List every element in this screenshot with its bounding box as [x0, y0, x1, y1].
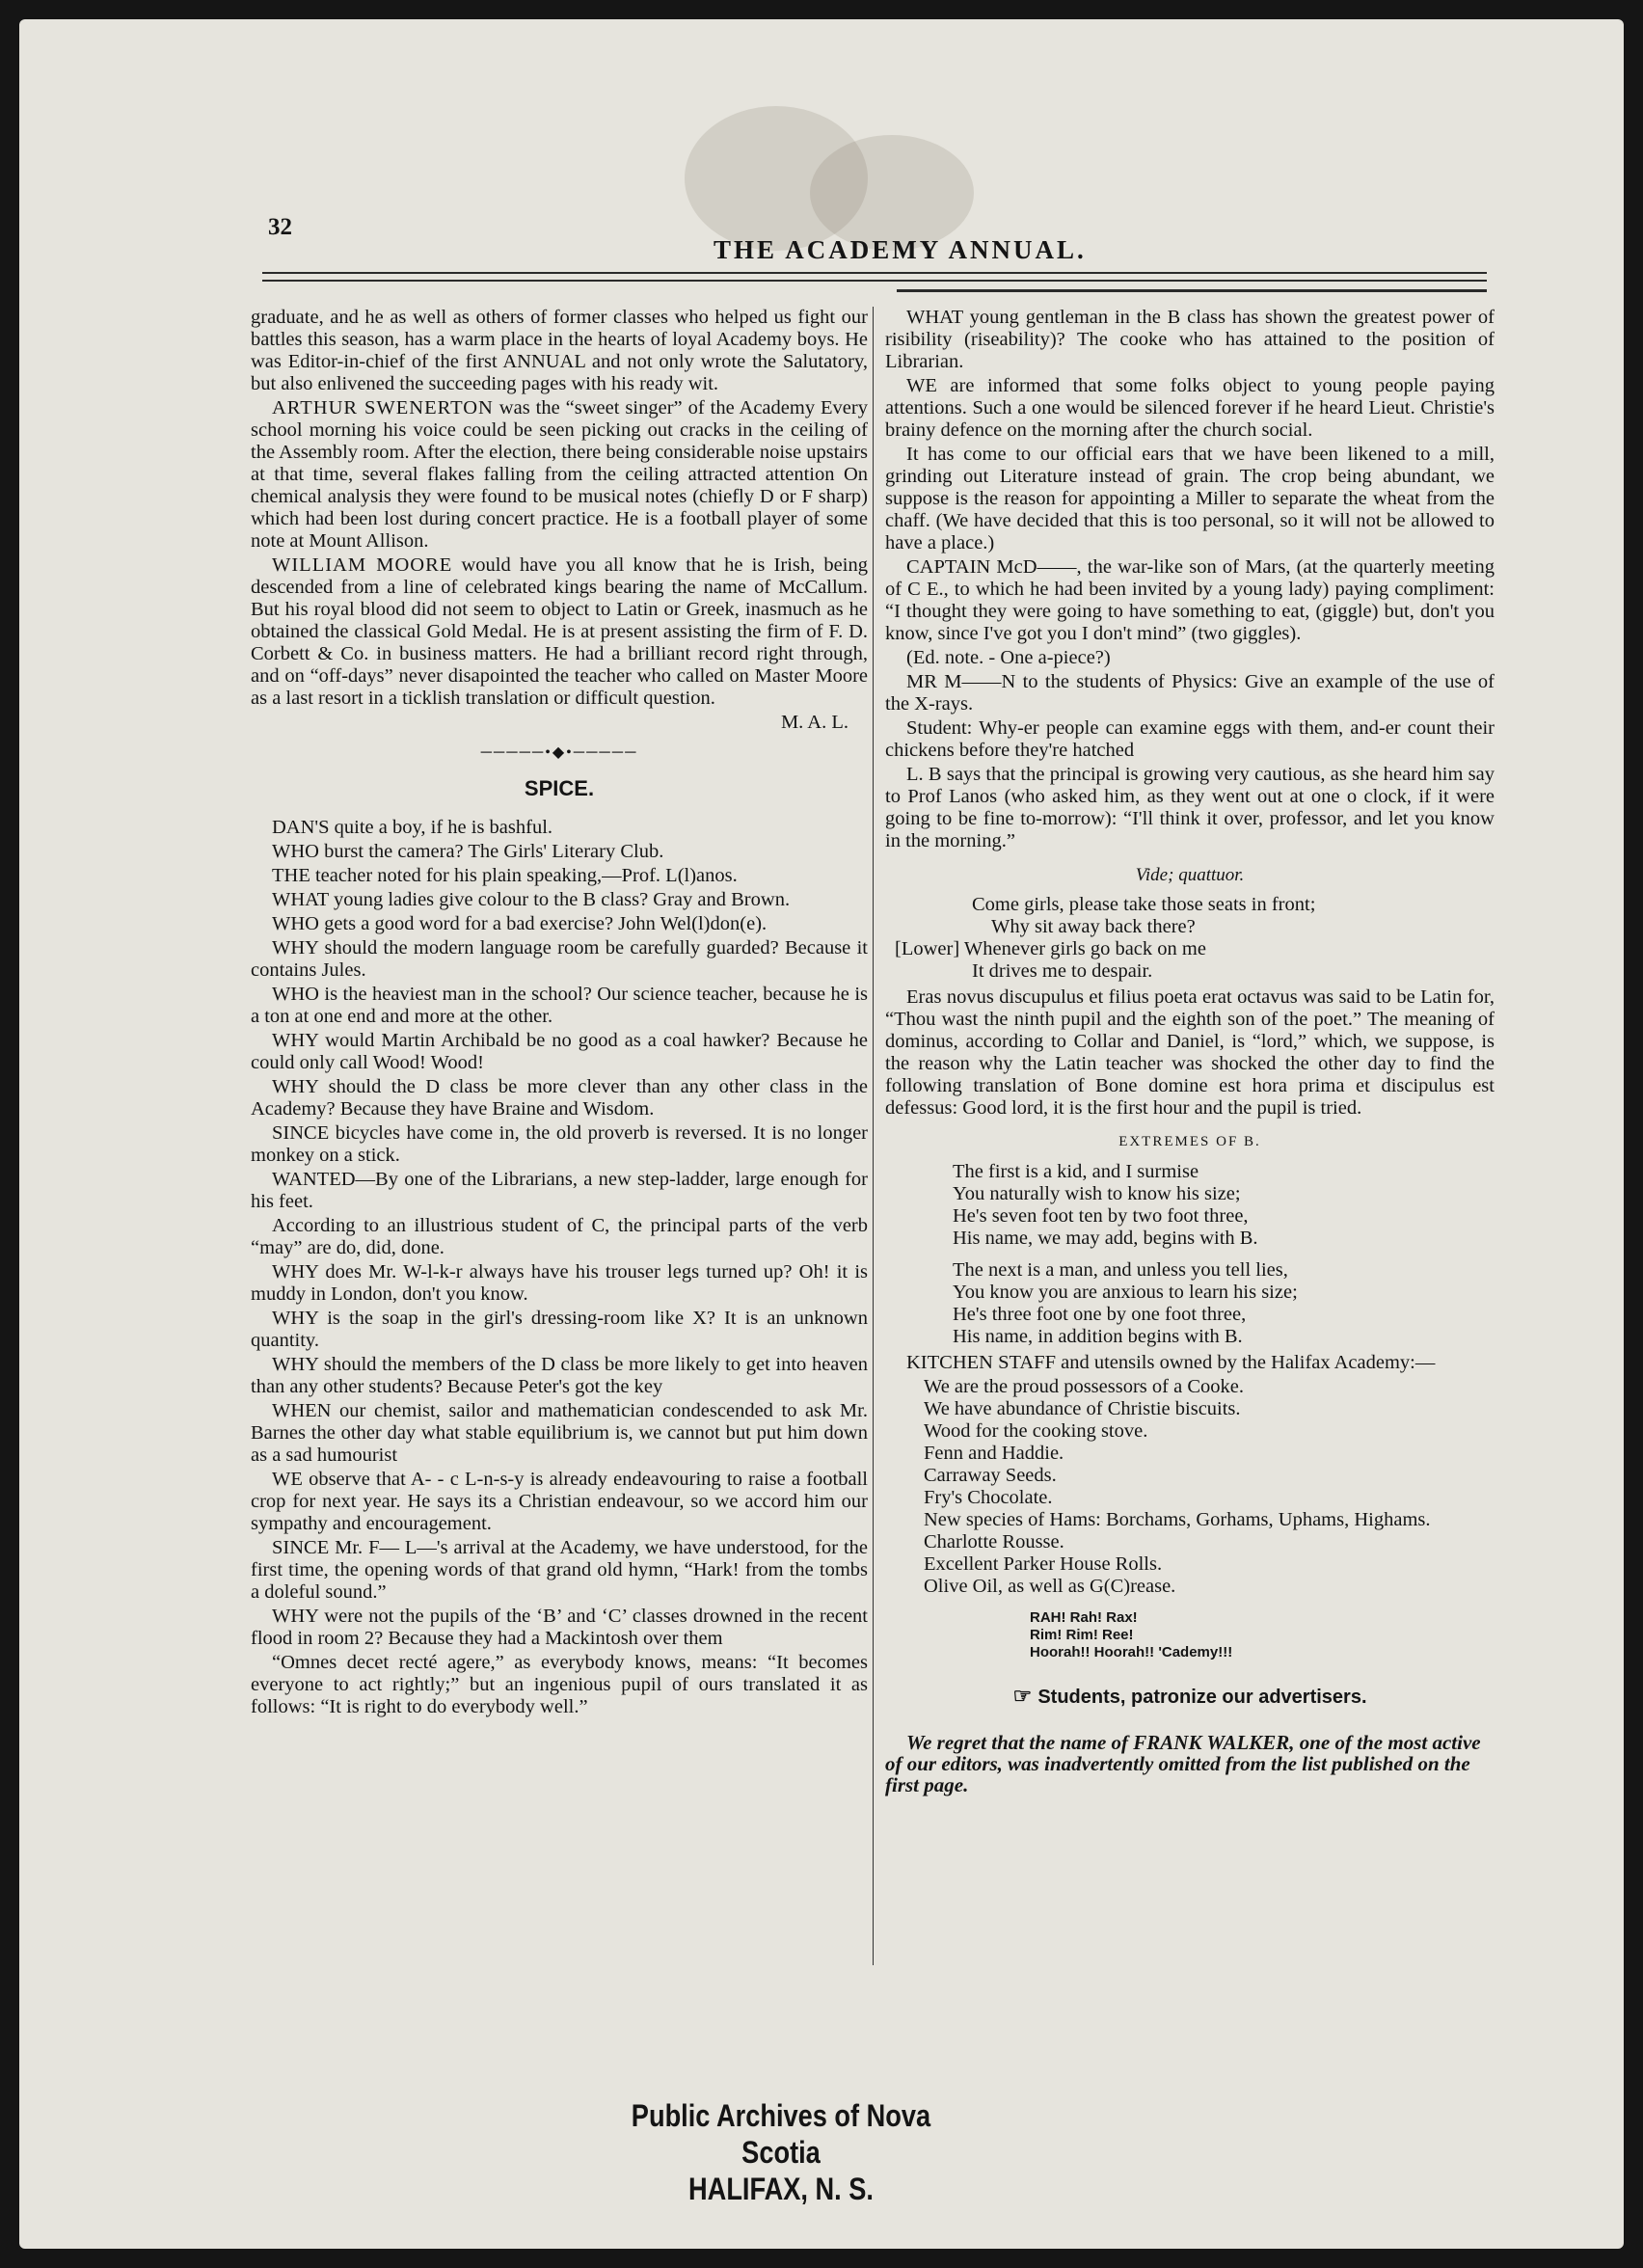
poem-line: His name, in addition begins with B. — [953, 1326, 1243, 1347]
advertiser-notice — [885, 1685, 1495, 1709]
archive-stamp — [609, 2097, 954, 2207]
pointing-hand-icon: ☞ — [1012, 1684, 1038, 1708]
kitchen-item: Charlotte Rousse. — [924, 1531, 1064, 1552]
poem-line: You know you are anxious to learn his size; — [953, 1282, 1298, 1303]
spice-item: WHO is the heaviest man in the school? Our science teacher, because he is a ton at one end and more at the other. — [251, 984, 868, 1027]
poem-line: He's three foot one by one foot three, — [953, 1304, 1247, 1325]
spice-item: WHY would Martin Archibald be no good as a coal hawker? Because he could only call Wood! Wood! — [251, 1030, 868, 1073]
spice-item: WHAT young ladies give colour to the B class? Gray and Brown. — [272, 889, 791, 910]
kitchen-item: Excellent Parker House Rolls. — [924, 1553, 1163, 1575]
paragraph: Eras novus discupulus et filius poeta erat octavus was said to be Latin for, “Thou wast the ninth pupil and the eighth son of the poet.” The meaning of dominus, according to Collar and Daniel, is “lord,” which, we suppose, is the reason why the Latin teacher was shocked the other day to find the following translation of Bone domine est hora prima et discipulus est defessus: Good lord, it is the first hour and the pupil is tried. — [885, 986, 1495, 1119]
spice-item: SINCE Mr. F— L—'s arrival at the Academy, we have understood, for the first time, the opening words of that grand old hymn, “Hark! from the tombs a doleful sound.” — [251, 1537, 868, 1603]
paragraph: graduate, and he as well as others of former classes who helped us fight our battles this season, has a warm place in the hearts of loyal Academy boys. He was Editor-in-chief of the first ANNUAL and not only wrote the Salutatory, but also enlivened the succeeding pages with his ready wit. — [251, 307, 868, 394]
spice-item: WHY should the members of the D class be more likely to get into heaven than any other students? Because Peter's got the key — [251, 1354, 868, 1397]
spice-item: “Omnes decet recté agere,” as everybody knows, means: “It becomes everyone to act rightly;” but an ingenious pupil of ours translated it as follows: “It is right to do everybody well.” — [251, 1652, 868, 1717]
poem-line: Why sit away back there? — [991, 916, 1196, 937]
spice-item: According to an illustrious student of C, the principal parts of the verb “may” are do, did, done. — [251, 1215, 868, 1258]
kitchen-item: We are the proud possessors of a Cooke. — [924, 1376, 1244, 1397]
running-title: THE ACADEMY ANNUAL. — [714, 235, 1087, 264]
kitchen-item: Wood for the cooking stove. — [924, 1420, 1148, 1442]
spice-item: WHY does Mr. W-l-k-r always have his trouser legs turned up? Oh! it is muddy in London, don't you know. — [251, 1261, 868, 1305]
spice-item: WHO burst the camera? The Girls' Literary Club. — [272, 841, 664, 862]
kitchen-item: New species of Hams: Borchams, Gorhams, Uphams, Highams. — [924, 1509, 1431, 1530]
paragraph: Student: Why-er people can examine eggs with them, and-er count their chickens before they're hatched — [885, 717, 1495, 761]
person-name: WILLIAM MOORE — [272, 554, 453, 576]
poem — [885, 1259, 1495, 1348]
spice-item: WHY should the modern language room be carefully guarded? Because it contains Jules. — [251, 937, 868, 981]
editor-note: (Ed. note. - One a-piece?) — [906, 647, 1111, 668]
signature: M. A. L. — [780, 712, 848, 733]
cheer-line: Hoorah!! Hoorah!! 'Cademy!!! — [1030, 1644, 1233, 1660]
stamp-line: Public Archives of Nova Scotia — [631, 2098, 931, 2170]
poem-line: His name, we may add, begins with B. — [953, 1228, 1258, 1249]
cheer-line: RAH! Rah! Rax! — [1030, 1609, 1138, 1626]
cheer-line: Rim! Rim! Ree! — [1030, 1627, 1134, 1643]
paragraph: WHAT young gentleman in the B class has shown the greatest power of risibility (riseability)? The cooke who has attained to the position of Librarian. — [885, 307, 1495, 372]
poem-line: He's seven foot ten by two foot three, — [953, 1205, 1249, 1227]
section-heading: SPICE. — [524, 776, 595, 800]
kitchen-item: Olive Oil, as well as G(C)rease. — [924, 1576, 1176, 1597]
paragraph: It has come to our official ears that we have been likened to a mill, grinding out Literature instead of grain. The crop being abundant, we suppose is the reason for appointing a Miller to separate the wheat from the chaff. (We have decided that this is too personal, so it will not be allowed to have a place.) — [885, 444, 1495, 554]
spice-item: WHEN our chemist, sailor and mathematician condescended to ask Mr. Barnes the other day what stable equilibrium is, we cannot but put him down as a sad humourist — [251, 1400, 868, 1466]
person-name: ARTHUR SWENERTON — [272, 397, 494, 418]
kitchen-item: Fry's Chocolate. — [924, 1487, 1053, 1508]
header-rule — [897, 289, 1487, 292]
column-divider — [873, 307, 874, 1965]
school-cheer — [885, 1609, 1495, 1661]
paragraph: ARTHUR SWENERTON was the “sweet singer” of the Academy Every school morning his voice could be seen picking out cracks in the ceiling of the Assembly room. After the election, there being considerable noise upstairs at that time, several flakes falling from the ceiling attracted attention On chemical analysis they were found to be musical notes (chiefly D or F sharp) which had been lost during concert practice. He is a football player of some note at Mount Allison. — [251, 397, 868, 552]
section-heading: EXTREMES OF B. — [1118, 1134, 1261, 1149]
paragraph: KITCHEN STAFF and utensils owned by the Halifax Academy:— — [906, 1352, 1436, 1373]
spice-item: WHY should the D class be more clever than any other class in the Academy? Because they have Braine and Wisdom. — [251, 1076, 868, 1120]
poem — [885, 1161, 1495, 1250]
paragraph: CAPTAIN McD——, the war-like son of Mars, (at the quarterly meeting of C E., to which he had been invited by a young lady) paying compliment: “I thought they were going to have something to eat, (giggle) but, don't you know, since I've got you I don't mind” (two giggles). — [885, 556, 1495, 644]
spice-item: THE teacher noted for his plain speaking,—Prof. L(l)anos. — [272, 865, 738, 886]
paragraph: L. B says that the principal is growing very cautious, as she heard him say to Prof Lanos (who asked him, as they went out at one o clock, if it were going to be fine to-morrow): “I'll think it over, professor, and let you know in the morning.” — [885, 764, 1495, 851]
page-number: 32 — [268, 214, 292, 240]
vide-heading: Vide; quattuor. — [1135, 865, 1245, 885]
advert-text: Students, patronize our advertisers. — [1037, 1687, 1367, 1708]
page-header — [260, 214, 1504, 272]
spice-item: WHO gets a good word for a bad exercise? John Wel(l)don(e). — [272, 913, 768, 934]
spice-item: WANTED—By one of the Librarians, a new step-ladder, large enough for his feet. — [251, 1169, 868, 1212]
kitchen-item: We have abundance of Christie biscuits. — [924, 1398, 1241, 1419]
poem-line: It drives me to despair. — [972, 960, 1153, 982]
spice-item: SINCE bicycles have come in, the old proverb is reversed. It is no longer monkey on a stick. — [251, 1122, 868, 1166]
header-rule — [262, 280, 1487, 282]
stamp-line: HALIFAX, N. S. — [688, 2172, 874, 2206]
spice-item: WE observe that A- - c L-n-s-y is already endeavouring to raise a football crop for next year. He says its a Christian endeavour, so we accord him our sympathy and encouragement. — [251, 1469, 868, 1534]
spice-item: DAN'S quite a boy, if he is bashful. — [272, 817, 553, 838]
poem-line: The first is a kid, and I surmise — [953, 1161, 1199, 1182]
paragraph: WILLIAM MOORE would have you all know that he is Irish, being descended from a line of celebrated kings bearing the name of McCallum. But his royal blood did not seem to object to Latin or Greek, inasmuch as he obtained the classical Gold Medal. He is at present assisting the firm of F. D. Corbett & Co. in business matters. He had a brilliant record right through, and on “off-days” never disapointed the teacher who called on Master Moore as a last resort in a ticklish translation or difficult question. — [251, 554, 868, 709]
ornament: ─────•◆•───── — [480, 744, 638, 761]
right-column — [885, 307, 1495, 1797]
paragraph: MR M——N to the students of Physics: Give an example of the use of the X-rays. — [885, 671, 1495, 715]
kitchen-item: Carraway Seeds. — [924, 1465, 1057, 1486]
poem — [885, 894, 1495, 983]
poem-line: You naturally wish to know his size; — [953, 1183, 1241, 1204]
poem-line: The next is a man, and unless you tell lies, — [953, 1259, 1288, 1281]
left-column — [251, 307, 868, 1720]
paragraph: WE are informed that some folks object to young people paying attentions. Such a one would be silenced forever if he heard Lieut. Christie's brainy defence on the morning after the church social. — [885, 375, 1495, 441]
spice-item: WHY is the soap in the girl's dressing-room like X? It is an unknown quantity. — [251, 1308, 868, 1351]
kitchen-item: Fenn and Haddie. — [924, 1443, 1064, 1464]
errata-notice: We regret that the name of FRANK WALKER, one of the most active of our editors, was inadvertently omitted from the list published on the first page. — [885, 1731, 1481, 1796]
poem-line: [Lower] Whenever girls go back on me — [895, 938, 1206, 959]
poem-line: Come girls, please take those seats in front; — [972, 894, 1316, 915]
spice-item: WHY were not the pupils of the ‘B’ and ‘C’ classes drowned in the recent flood in room 2? Because they had a Mackintosh over them — [251, 1606, 868, 1649]
header-rule — [262, 272, 1487, 274]
